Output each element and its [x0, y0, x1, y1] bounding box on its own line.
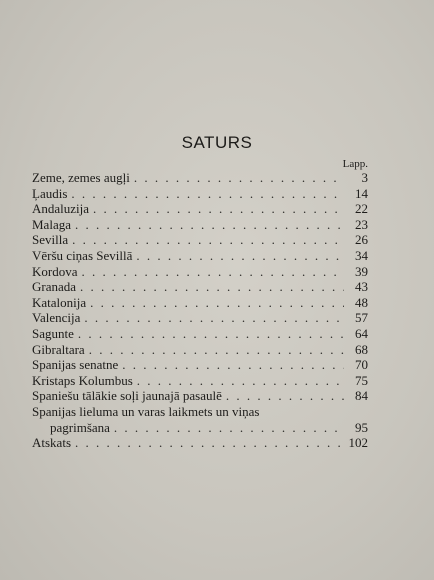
leader-dots — [93, 201, 344, 217]
toc-entry-page: 43 — [355, 279, 368, 295]
toc-entry-page: 84 — [355, 388, 368, 404]
toc-entry — [32, 420, 368, 436]
toc-entry-page: 22 — [355, 201, 368, 217]
toc-entry-page: 102 — [348, 435, 368, 451]
toc-entry-title: Zeme, zemes augļi — [32, 170, 130, 185]
toc-entry — [32, 232, 368, 248]
toc-entry — [32, 357, 368, 373]
toc-entry-title: Valencija — [32, 310, 81, 326]
leader-dots — [78, 326, 344, 342]
toc-entry-title: Granada — [32, 279, 77, 295]
toc-entry-title: Kristaps Kolumbus — [32, 372, 133, 388]
table-of-contents — [32, 170, 368, 451]
leader-dots — [71, 186, 344, 202]
leader-dots — [84, 310, 344, 326]
leader-dots — [75, 435, 344, 451]
toc-entry — [32, 264, 368, 280]
toc-entry-title: Sagunte — [32, 325, 74, 341]
toc-entry — [32, 373, 368, 389]
leader-dots — [136, 248, 344, 264]
toc-entry-title: Malaga — [32, 216, 71, 232]
leader-dots — [137, 373, 344, 389]
toc-entry-title: Spaniešu tālākie soļi jaunajā pasaulē — [32, 388, 222, 404]
toc-entry-page: 23 — [355, 216, 368, 232]
toc-entry-title: Ļaudis — [32, 185, 68, 201]
leader-dots — [80, 279, 344, 295]
leader-dots — [90, 295, 344, 311]
toc-entry — [32, 404, 368, 420]
toc-entry-title: pagrimšana — [50, 419, 110, 435]
toc-entry — [32, 342, 368, 358]
toc-entry-page: 75 — [355, 372, 368, 388]
toc-entry-title: Spanijas lieluma un varas laikmets un viņas — [32, 403, 260, 419]
toc-entry-title: Kordova — [32, 263, 78, 279]
toc-entry — [32, 388, 368, 404]
toc-entry-page: 48 — [355, 294, 368, 310]
toc-entry-title: Katalonija — [32, 294, 87, 310]
page-column-label: Lapp. — [342, 158, 368, 170]
toc-entry — [32, 279, 368, 295]
toc-entry — [32, 201, 368, 217]
leader-dots — [122, 357, 344, 373]
leader-dots — [226, 388, 344, 404]
page-title: SATURS — [181, 133, 253, 152]
toc-entry-page: 14 — [355, 185, 368, 201]
toc-entry-page: 95 — [355, 419, 368, 435]
toc-entry — [32, 186, 368, 202]
toc-entry-title: Spanijas senatne — [32, 357, 119, 373]
leader-dots — [114, 420, 344, 436]
toc-entry — [32, 217, 368, 233]
leader-dots — [72, 232, 344, 248]
toc-entry-title: Vēršu ciņas Sevillā — [32, 247, 133, 263]
toc-entry-title: Atskats — [32, 435, 71, 451]
toc-entry — [32, 170, 368, 186]
toc-entry — [32, 310, 368, 326]
toc-entry — [32, 326, 368, 342]
toc-entry-page: 26 — [355, 232, 368, 248]
toc-entry-page: 39 — [355, 263, 368, 279]
toc-entry — [32, 435, 368, 451]
leader-dots — [82, 264, 345, 280]
toc-entry-title: Gibraltara — [32, 341, 85, 357]
toc-entry-page: 68 — [355, 341, 368, 357]
toc-entry-page: 34 — [355, 247, 368, 263]
toc-entry — [32, 248, 368, 264]
toc-entry-title: Sevilla — [32, 232, 69, 248]
leader-dots — [75, 217, 344, 233]
toc-entry-page: 70 — [355, 357, 368, 373]
toc-entry-page: 64 — [355, 325, 368, 341]
toc-entry-title: Andaluzija — [32, 201, 90, 217]
leader-dots — [89, 342, 344, 358]
toc-entry — [32, 295, 368, 311]
toc-entry-page: 57 — [355, 310, 368, 326]
toc-entry-page: 3 — [361, 170, 368, 185]
leader-dots — [134, 170, 344, 186]
